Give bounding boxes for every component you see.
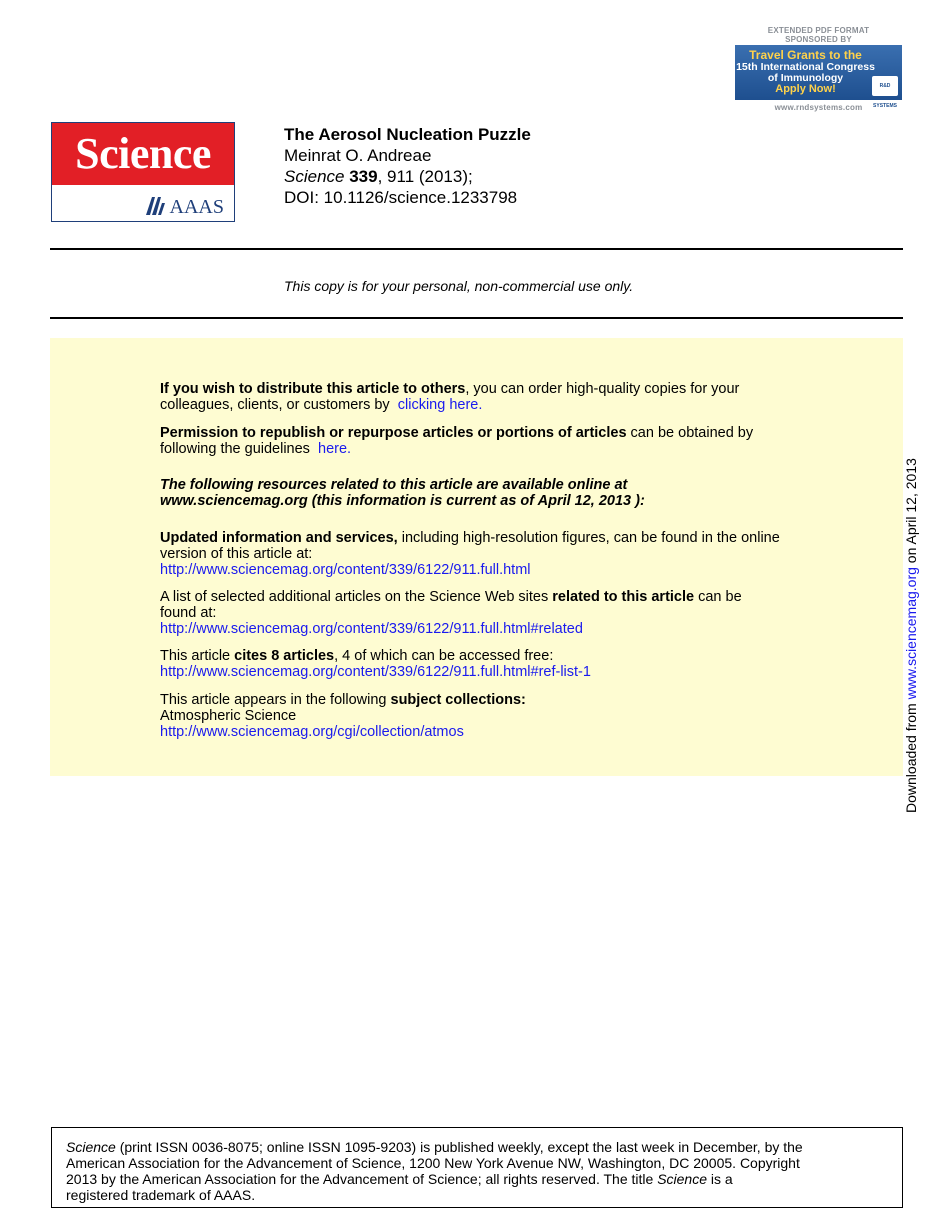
ad-line2: 15th International Congress [736,60,875,73]
updated-section [160,530,850,578]
aaas-mark-icon [146,197,168,215]
aaas-logo [146,197,224,217]
journal-name: Science [284,167,345,186]
footer-line4: registered trademark of AAAS. [66,1187,256,1203]
footer-line3-journal: Science [657,1171,707,1187]
related-section [160,589,850,637]
science-wordmark: Science [52,123,234,185]
subject-bold: subject collections: [390,692,526,708]
cites-text: This article [160,648,235,664]
aaas-text: AAAS [169,196,224,218]
updated-text: including high-resolution figures, can be found in the online [397,530,780,546]
pages-year: , 911 (2013); [377,167,473,186]
ad-line4: Apply Now! [775,82,836,95]
related-text-2: found at: [160,605,217,621]
full-text-link[interactable]: http://www.sciencemag.org/content/339/6122/911.full.html [160,562,531,578]
footer-line3-post: is a [707,1171,733,1187]
article-title: The Aerosol Nucleation Puzzle [284,125,531,144]
distribute-text: , you can order high-quality copies for your [465,381,740,397]
ad-line3: of Immunology [767,71,844,84]
download-stamp-suffix: on April 12, 2013 [903,458,919,568]
distribute-section [160,381,850,413]
permissions-link[interactable]: here. [318,441,352,457]
download-stamp [903,458,919,813]
permission-text-2: following the guidelines [160,441,310,457]
cites-section [160,648,850,680]
reprints-link[interactable]: clicking here. [397,397,483,413]
top-divider [50,248,903,250]
subject-name: Atmospheric Science [160,708,297,724]
permission-section [160,425,850,457]
updated-text-2: version of this article at: [160,546,313,562]
download-stamp-prefix: Downloaded from [903,699,919,813]
subject-text: This article appears in the following [160,692,391,708]
science-logo [51,122,235,222]
sciencemag-link[interactable]: www.sciencemag.org [903,567,919,700]
journal-reference [284,166,704,187]
copyright-footer [51,1127,903,1208]
related-link[interactable]: http://www.sciencemag.org/content/339/6122/911.full.html#related [160,621,583,637]
ad-caption [735,27,902,44]
bottom-divider [50,317,903,319]
distribute-heading: If you wish to distribute this article to others [160,381,466,397]
ad-url[interactable]: www.rndsystems.com [774,103,863,112]
resources-line2: www.sciencemag.org (this information is current as of April 12, 2013 ): [160,493,645,509]
permission-heading: Permission to republish or repurpose articles or portions of articles [160,425,627,441]
footer-line1: (print ISSN 0036-8075; online ISSN 1095-9203) is published weekly, except the last week in December, by the [115,1139,803,1155]
related-bold: related to this article [552,589,695,605]
ad-line1: Travel Grants to the [749,48,862,62]
ad-caption-line2: SPONSORED BY [785,35,852,44]
permission-text: can be obtained by [626,425,754,441]
related-text-post: can be [694,589,742,605]
doi: DOI: 10.1126/science.1233798 [284,188,518,207]
footer-journal: Science [66,1139,116,1155]
rd-systems-logo: R&D SYSTEMS [872,76,898,96]
footer-line2: American Association for the Advancement of Science, 1200 New York Avenue NW, Washington, DC 20005. Copyright [66,1155,800,1171]
cites-text-post: , 4 of which can be accessed free: [334,648,554,664]
citation-block [284,124,704,208]
cites-bold: cites 8 articles [234,648,335,664]
subject-collection-link[interactable]: http://www.sciencemag.org/cgi/collection/atmos [160,724,464,740]
subject-section [160,692,850,740]
personal-use-notice: This copy is for your personal, non-commercial use only. [284,278,634,294]
volume: 339 [349,167,378,186]
references-link[interactable]: http://www.sciencemag.org/content/339/6122/911.full.html#ref-list-1 [160,664,591,680]
updated-heading: Updated information and services, [160,530,398,546]
ad-caption-line1: EXTENDED PDF FORMAT [767,26,870,35]
resources-heading [160,477,850,509]
distribute-text-2: colleagues, clients, or customers by [160,397,390,413]
resources-line1: The following resources related to this article are available online at [160,477,628,493]
article-author: Meinrat O. Andreae [284,146,432,165]
copyright-text [66,1139,896,1203]
related-text: A list of selected additional articles on the Science Web sites [160,589,553,605]
footer-line3: 2013 by the American Association for the Advancement of Science; all rights reserved. The title [66,1171,658,1187]
